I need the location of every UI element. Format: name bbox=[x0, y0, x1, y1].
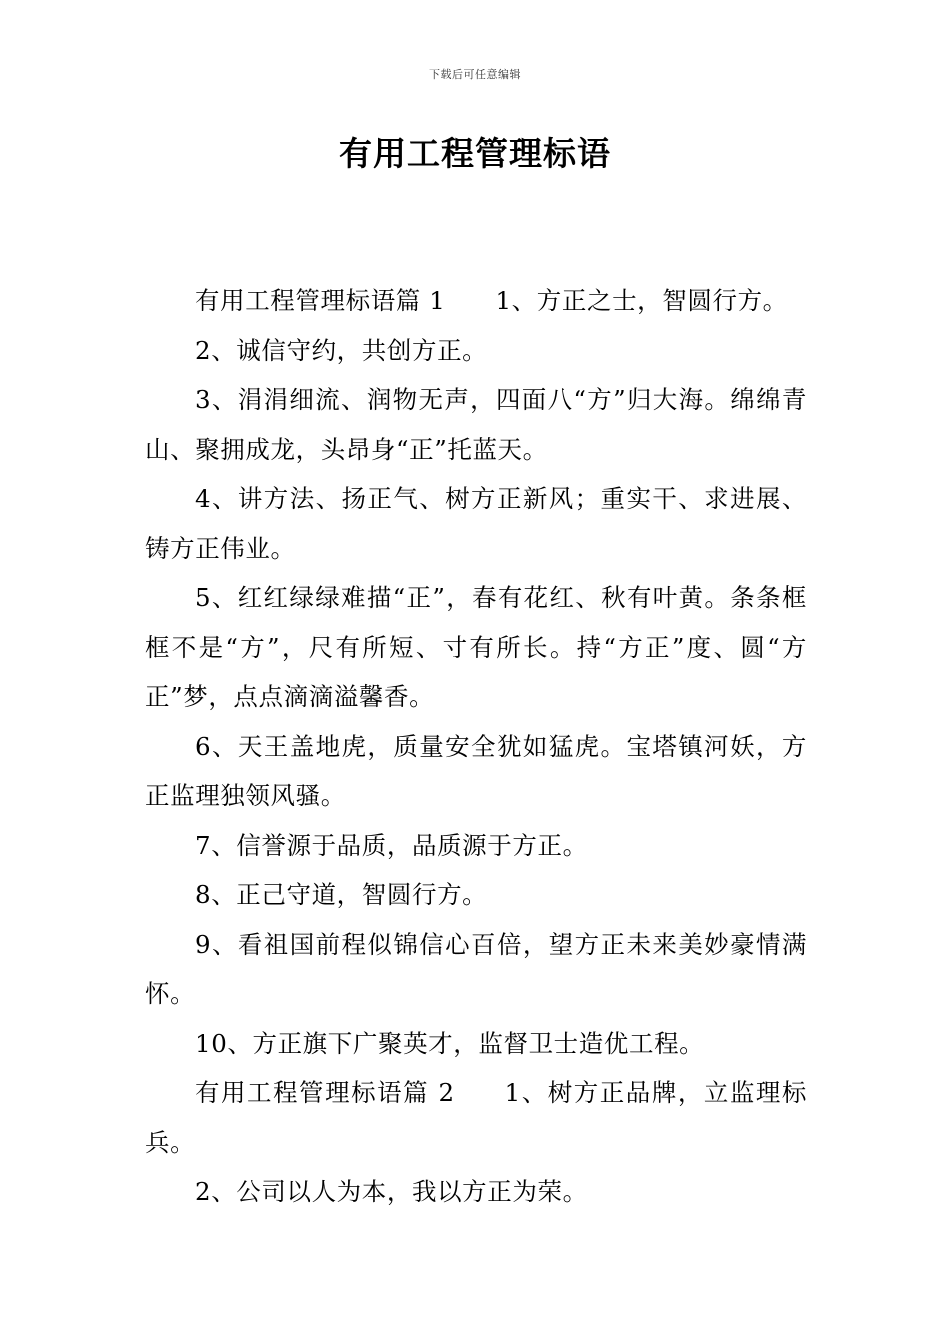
header-note: 下载后可任意编辑 bbox=[429, 68, 521, 81]
paragraph bbox=[145, 870, 807, 920]
slogan-text: 9、看祖国前程似锦信心百倍，望方正未来美妙豪情满怀。 bbox=[145, 929, 807, 1008]
paragraph bbox=[145, 1019, 807, 1069]
paragraph bbox=[145, 920, 807, 1019]
slogan-text: 8、正己守道，智圆行方。 bbox=[195, 880, 488, 909]
slogan-text: 1、方正之士，智圆行方。 bbox=[495, 286, 788, 315]
paragraph bbox=[145, 276, 807, 326]
slogan-text: 1、树方正品牌，立监理标兵。 bbox=[145, 1078, 807, 1157]
paragraph bbox=[145, 722, 807, 821]
slogan-text: 3、涓涓细流、润物无声，四面八“方”归大海。绵绵青山、聚拥成龙，头昂身“正”托蓝天。 bbox=[145, 385, 807, 464]
section-heading: 有用工程管理标语篇 1 bbox=[195, 286, 446, 315]
slogan-text: 7、信誉源于品质，品质源于方正。 bbox=[195, 830, 588, 860]
paragraph bbox=[145, 474, 807, 573]
paragraph bbox=[145, 375, 807, 474]
slogan-text: 5、红红绿绿难描“正”，春有花红、秋有叶黄。条条框框不是“方”，尺有所短、寸有所长。持“方正”度、圆“方正”梦，点点滴滴溢馨香。 bbox=[145, 583, 807, 711]
slogan-text: 6、天王盖地虎，质量安全犹如猛虎。宝塔镇河妖，方正监理独领风骚。 bbox=[145, 731, 807, 810]
slogan-text: 10、方正旗下广聚英才，监督卫士造优工程。 bbox=[195, 1028, 705, 1058]
slogan-text: 2、诚信守约，共创方正。 bbox=[195, 335, 488, 365]
paragraph bbox=[145, 821, 807, 871]
body-text bbox=[145, 276, 807, 1217]
slogan-text: 2、公司以人为本，我以方正为荣。 bbox=[195, 1177, 588, 1206]
paragraph bbox=[145, 326, 807, 376]
page-title: 有用工程管理标语 bbox=[339, 134, 611, 173]
paragraph bbox=[145, 1068, 807, 1167]
paragraph bbox=[145, 1167, 807, 1217]
paragraph bbox=[145, 573, 807, 722]
section-heading: 有用工程管理标语篇 2 bbox=[195, 1078, 455, 1107]
slogan-text: 4、讲方法、扬正气、树方正新风；重实干、求进展、铸方正伟业。 bbox=[145, 484, 807, 563]
